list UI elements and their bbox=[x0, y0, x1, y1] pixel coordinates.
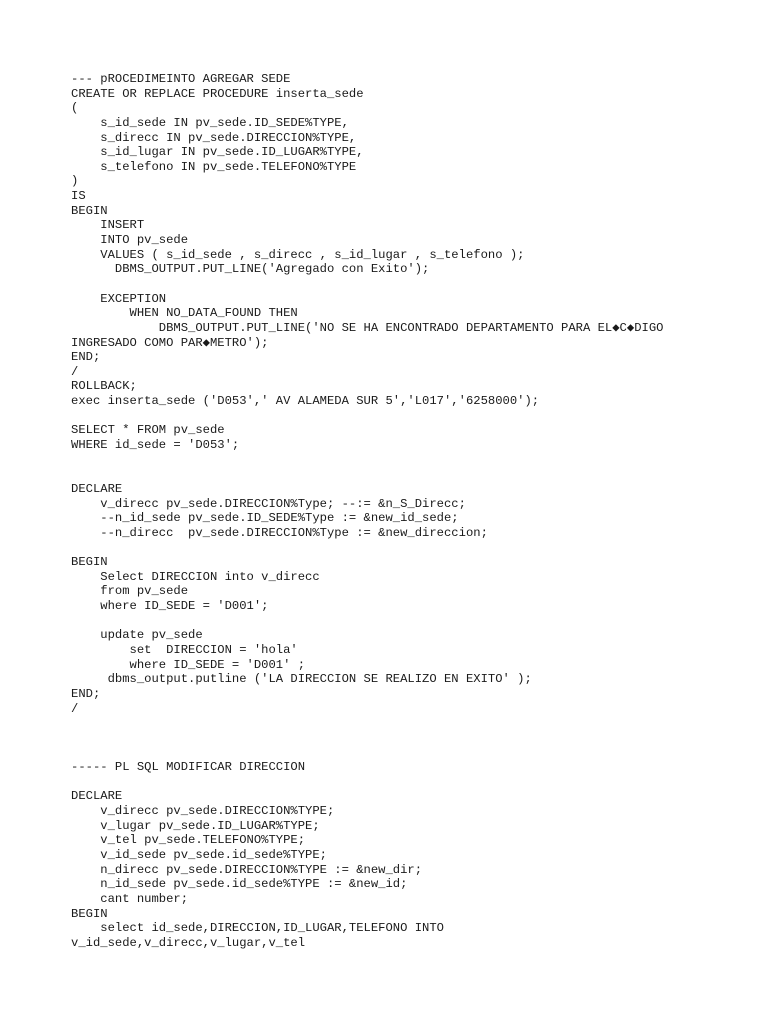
code-line: s_id_sede IN pv_sede.ID_SEDE%TYPE, bbox=[71, 115, 349, 130]
code-line: v_direcc pv_sede.DIRECCION%TYPE; bbox=[71, 804, 335, 819]
code-line: cant number; bbox=[71, 891, 189, 906]
code-line: select id_sede,DIRECCION,ID_LUGAR,TELEFONO INTO bbox=[71, 921, 444, 936]
code-line: v_lugar pv_sede.ID_LUGAR%TYPE; bbox=[71, 818, 320, 833]
code-line bbox=[71, 716, 751, 731]
code-line: CREATE OR REPLACE PROCEDURE inserta_sede bbox=[71, 86, 364, 101]
code-line: DBMS_OUTPUT.PUT_LINE('NO SE HA ENCONTRADO DEPARTAMENTO PARA EL◆C◆DIGO bbox=[71, 320, 664, 335]
code-line bbox=[71, 453, 751, 468]
code-line: v_id_sede,v_direcc,v_lugar,v_tel bbox=[71, 935, 306, 950]
code-line: IS bbox=[71, 189, 86, 204]
code-line: v_id_sede pv_sede.id_sede%TYPE; bbox=[71, 847, 327, 862]
code-line: set DIRECCION = 'hola' bbox=[71, 642, 298, 657]
code-line: EXCEPTION bbox=[71, 291, 167, 306]
code-line: s_telefono IN pv_sede.TELEFONO%TYPE bbox=[71, 159, 357, 174]
code-line: INTO pv_sede bbox=[71, 233, 189, 248]
code-line: v_tel pv_sede.TELEFONO%TYPE; bbox=[71, 833, 306, 848]
code-line: v_direcc pv_sede.DIRECCION%Type; --:= &n_S_Direcc; bbox=[71, 496, 466, 511]
code-line: from pv_sede bbox=[71, 584, 189, 599]
code-line: n_direcc pv_sede.DIRECCION%TYPE := &new_dir; bbox=[71, 862, 423, 877]
code-line: DBMS_OUTPUT.PUT_LINE('Agregado con Exito'); bbox=[71, 262, 430, 277]
code-line: --- pROCEDIMEINTO AGREGAR SEDE bbox=[71, 72, 291, 86]
code-line bbox=[71, 467, 751, 482]
code-line: VALUES ( s_id_sede , s_direcc , s_id_lugar , s_telefono ); bbox=[71, 247, 525, 262]
code-line: Select DIRECCION into v_direcc bbox=[71, 569, 320, 584]
code-line: BEGIN bbox=[71, 555, 108, 570]
code-line bbox=[71, 745, 751, 760]
code-line: INSERT bbox=[71, 218, 145, 233]
code-line: where ID_SEDE = 'D001' ; bbox=[71, 657, 306, 672]
code-line: END; bbox=[71, 686, 101, 701]
code-line: SELECT * FROM pv_sede bbox=[71, 423, 225, 438]
code-line: exec inserta_sede ('D053',' AV ALAMEDA SUR 5','L017','6258000'); bbox=[71, 394, 540, 409]
code-line bbox=[71, 731, 751, 746]
sql-code-block bbox=[71, 72, 751, 950]
code-line: where ID_SEDE = 'D001'; bbox=[71, 599, 269, 614]
code-line: WHEN NO_DATA_FOUND THEN bbox=[71, 306, 298, 321]
code-line: BEGIN bbox=[71, 203, 108, 218]
code-line: BEGIN bbox=[71, 906, 108, 921]
code-line: DECLARE bbox=[71, 789, 123, 804]
code-line bbox=[71, 277, 751, 292]
code-line: n_id_sede pv_sede.id_sede%TYPE := &new_id; bbox=[71, 877, 408, 892]
code-line: dbms_output.putline ('LA DIRECCION SE REALIZO EN EXITO' ); bbox=[71, 672, 532, 687]
code-line bbox=[71, 614, 751, 629]
code-line: / bbox=[71, 364, 79, 379]
code-line: DECLARE bbox=[71, 481, 123, 496]
code-line: ----- PL SQL MODIFICAR DIRECCION bbox=[71, 760, 306, 775]
code-line bbox=[71, 409, 751, 424]
code-line bbox=[71, 541, 751, 556]
code-line: --n_id_sede pv_sede.ID_SEDE%Type := &new_id_sede; bbox=[71, 511, 459, 526]
code-line: END; bbox=[71, 350, 101, 365]
code-line: ( bbox=[71, 101, 79, 116]
code-line: --n_direcc pv_sede.DIRECCION%Type := &new_direccion; bbox=[71, 525, 488, 540]
code-line bbox=[71, 775, 751, 790]
code-line: / bbox=[71, 701, 79, 716]
code-line: ROLLBACK; bbox=[71, 379, 137, 394]
code-line: ) bbox=[71, 174, 79, 189]
code-line: INGRESADO COMO PAR◆METRO'); bbox=[71, 335, 269, 350]
code-line: s_id_lugar IN pv_sede.ID_LUGAR%TYPE, bbox=[71, 145, 364, 160]
code-line: WHERE id_sede = 'D053'; bbox=[71, 438, 240, 453]
code-line: update pv_sede bbox=[71, 628, 203, 643]
code-line: s_direcc IN pv_sede.DIRECCION%TYPE, bbox=[71, 130, 357, 145]
